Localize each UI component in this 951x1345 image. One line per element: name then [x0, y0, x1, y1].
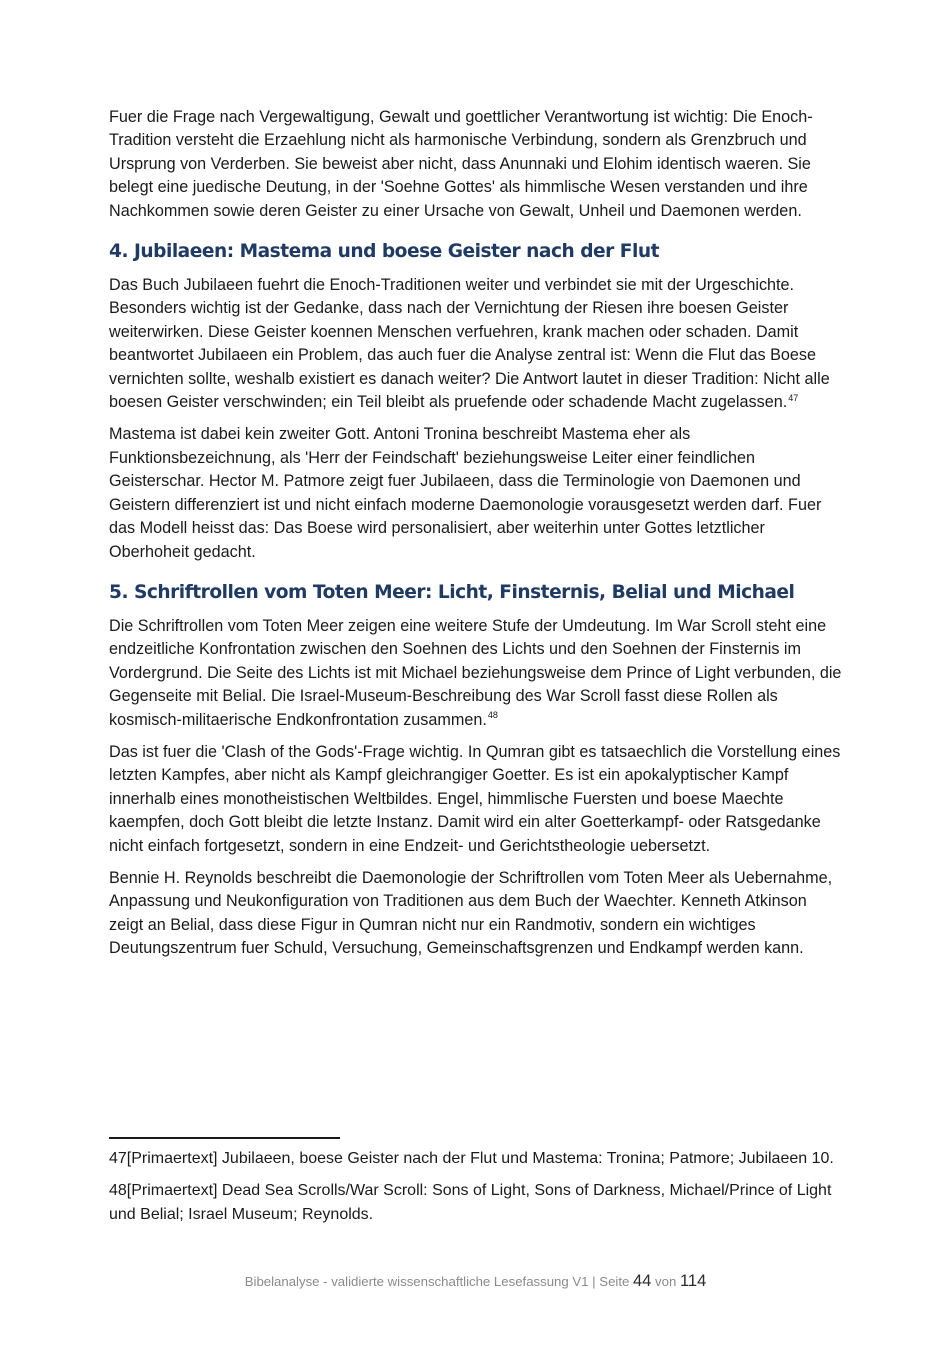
section-4-paragraph-1-text: Das Buch Jubilaeen fuehrt die Enoch-Traditionen weiter und verbindet sie mit der Urgeschichte. Besonders wichtig ist der Gedanke, dass nach der Vernichtung der Riesen ihre boesen Geister weiterwirken. Diese Geister koennen Menschen verfuehren, krank machen oder schaden. Damit beantwortet Jubilaeen ein Problem, das auch fuer die Analyse zentral ist: Wenn die Flut das Boese vernichten sollte, weshalb existiert es danach weiter? Die Antwort lautet in dieser Tradition: Nicht alle boesen Geister verschwinden; ein Teil bleibt als pruefende oder schadende Macht zugelassen.	[109, 276, 830, 412]
section-5-paragraph-2: Das ist fuer die 'Clash of the Gods'-Frage wichtig. In Qumran gibt es tatsaechlich die Vorstellung eines letzten Kampfes, aber nicht als Kampf gleichrangiger Goetter. Es ist ein apokalyptischer Kampf innerhalb eines monotheistischen Weltbildes. Engel, himmlische Fuersten und boese Maechte kaempfen, doch Gott bleibt die letzte Instanz. Damit wird ein alter Goetterkampf- oder Ratsgedanke nicht einfach fortgesetzt, sondern in eine Endzeit- und Gerichtstheologie uebersetzt.	[109, 742, 841, 855]
page-content	[109, 106, 845, 970]
footnote-ref-48[interactable]: 48	[487, 710, 498, 721]
footer-total-pages: 114	[679, 1272, 707, 1290]
section-5-paragraph-1-text: Die Schriftrollen vom Toten Meer zeigen eine weitere Stufe der Umdeutung. Im War Scroll steht eine endzeitliche Konfrontation zwischen den Soehnen des Lichts und den Soehnen der Finsternis im Vordergrund. Die Seite des Lichts ist mit Michael beziehungsweise dem Prince of Light verbunden, die Gegenseite mit Belial. Die Israel-Museum-Beschreibung des War Scroll fasst diese Rollen als kosmisch-militaerische Endkonfrontation zusammen.	[109, 616, 842, 729]
section-4-heading: 4. Jubilaeen: Mastema und boese Geister nach der Flut	[109, 241, 659, 263]
footnote-47: 47[Primaertext] Jubilaeen, boese Geister nach der Flut und Mastema: Tronina; Patmore; Jubilaeen 10.	[109, 1150, 834, 1167]
section-5-heading: 5. Schriftrollen vom Toten Meer: Licht, Finsternis, Belial und Michael	[109, 581, 795, 603]
page-footer	[0, 1272, 951, 1291]
footnote-ref-47[interactable]: 47	[788, 392, 799, 403]
footer-page-number: 44	[633, 1272, 652, 1290]
intro-paragraph: Fuer die Frage nach Vergewaltigung, Gewalt und goettlicher Verantwortung ist wichtig: Die Enoch-Tradition versteht die Erzaehlung nicht als harmonische Verbindung, sondern als Grenzbruch und Ursprung von Verderben. Sie beweist aber nicht, dass Anunnaki und Elohim identisch waeren. Sie belegt eine juedische Deutung, in der 'Soehne Gottes' als himmlische Wesen verstanden und ihre Nachkommen sowie deren Geister zu einer Ursache von Gewalt, Unheil und Daemonen werden.	[109, 108, 813, 220]
footer-of: von	[655, 1274, 677, 1289]
section-4-paragraph-1	[109, 274, 845, 414]
section-5-paragraph-1	[109, 615, 845, 732]
footnote-48: 48[Primaertext] Dead Sea Scrolls/War Scroll: Sons of Light, Sons of Darkness, Michael/Prince of Light und Belial; Israel Museum; Reynolds.	[109, 1182, 832, 1223]
footer-text: Bibelanalyse - validierte wissenschaftliche Lesefassung V1 | Seite	[244, 1274, 630, 1289]
section-5-paragraph-3: Bennie H. Reynolds beschreibt die Daemonologie der Schriftrollen vom Toten Meer als Uebernahme, Anpassung und Neukonfiguration von Traditionen aus dem Buch der Waechter. Kenneth Atkinson zeigt an Belial, dass diese Figur in Qumran nicht nur ein Randmotiv, sondern ein wichtiges Deutungszentrum fuer Schuld, Versuchung, Gemeinschaftsgrenzen und Endkampf werden kann.	[109, 868, 833, 958]
section-4-paragraph-2: Mastema ist dabei kein zweiter Gott. Antoni Tronina beschreibt Mastema eher als Funktionsbezeichnung, als 'Herr der Feindschaft' beziehungsweise Leiter einer feindlichen Geisterschar. Hector M. Patmore zeigt fuer Jubilaeen, dass die Terminologie von Daemonen und Geistern differenziert ist und nicht einfach moderne Daemonologie vorausgesetzt werden darf. Fuer das Modell heisst das: Das Boese wird personalisiert, aber weiterhin unter Gottes letztlicher Oberhoheit gedacht.	[109, 425, 822, 561]
footnotes	[109, 1147, 845, 1235]
footnote-separator	[109, 1137, 340, 1139]
